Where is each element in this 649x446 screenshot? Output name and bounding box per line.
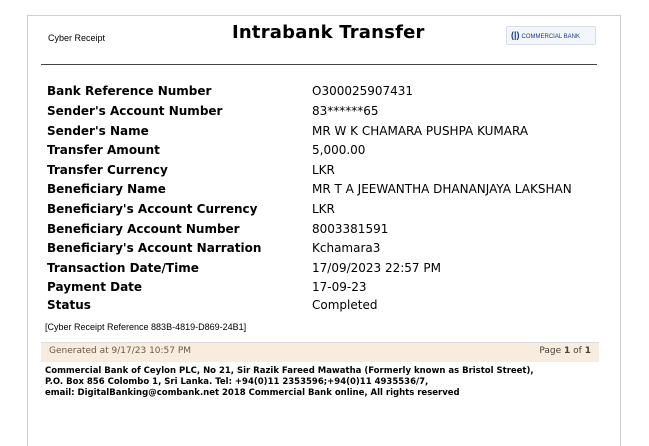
- field-value: 17-09-23: [312, 280, 367, 294]
- address-line: email: DigitalBanking@combank.net 2018 Commercial Bank online, All rights reserved: [45, 388, 460, 398]
- page-title: Intrabank Transfer: [232, 22, 425, 43]
- field-row-beneficiary-name: [47, 182, 607, 202]
- field-value: Kchamara3: [312, 241, 381, 255]
- page-of: of: [573, 346, 582, 356]
- field-label: Sender's Account Number: [47, 104, 223, 118]
- page-total: 1: [584, 346, 591, 356]
- field-row-bank-reference: [47, 84, 607, 104]
- field-row-transfer-amount: [47, 143, 607, 163]
- field-label: Beneficiary Name: [47, 182, 166, 196]
- field-value: MR T A JEEWANTHA DHANANJAYA LAKSHAN: [312, 182, 572, 196]
- field-row-transaction-datetime: [47, 261, 607, 281]
- field-row-sender-account: [47, 104, 607, 124]
- page-prefix: Page: [539, 346, 562, 356]
- field-label: Transfer Amount: [47, 143, 160, 157]
- generated-at: Generated at 9/17/23 10:57 PM: [49, 346, 192, 356]
- field-label: Beneficiary Account Number: [47, 222, 240, 236]
- bank-logo-text: COMMERCIAL BANK: [521, 34, 580, 40]
- field-label: Beneficiary's Account Currency: [47, 202, 258, 216]
- field-label: Status: [47, 298, 91, 312]
- field-value: LKR: [312, 202, 335, 216]
- footer-bar: [41, 342, 599, 362]
- status-value: Completed: [312, 298, 378, 312]
- field-row-sender-name: [47, 124, 607, 144]
- field-value: 83******65: [312, 104, 379, 118]
- field-value: 17/09/2023 22:57 PM: [312, 261, 441, 275]
- field-row-beneficiary-currency: [47, 202, 607, 222]
- field-row-status: [47, 298, 607, 318]
- field-value: 5,000.00: [312, 143, 366, 157]
- field-label: Sender's Name: [47, 124, 149, 138]
- address-line: Commercial Bank of Ceylon PLC, No 21, Sir Razik Fareed Mawatha (Formerly known as Bristol Street),: [45, 366, 534, 376]
- field-row-beneficiary-narration: [47, 241, 607, 261]
- cyber-receipt-label: Cyber Receipt: [48, 33, 106, 43]
- field-row-transfer-currency: [47, 163, 607, 183]
- bank-address: [45, 366, 605, 399]
- field-label: Bank Reference Number: [47, 84, 212, 98]
- field-label: Beneficiary's Account Narration: [47, 241, 262, 255]
- field-label: Payment Date: [47, 280, 143, 294]
- header-divider: [41, 64, 597, 65]
- field-label: Transfer Currency: [47, 163, 168, 177]
- address-line: P.O. Box 856 Colombo 1, Sri Lanka. Tel: +94(0)11 2353596;+94(0)11 4935536/7,: [45, 377, 429, 387]
- field-row-payment-date: [47, 280, 607, 300]
- field-value: 8003381591: [312, 222, 389, 236]
- field-value: O300025907431: [312, 84, 414, 98]
- page-current: 1: [564, 346, 571, 356]
- cyber-receipt-reference: [Cyber Receipt Reference 883B-4819-D869-24B1]: [45, 322, 247, 332]
- page-indicator: [539, 346, 591, 356]
- field-row-beneficiary-account: [47, 222, 607, 242]
- field-label: Transaction Date/Time: [47, 261, 199, 275]
- field-value: MR W K CHAMARA PUSHPA KUMARA: [312, 124, 529, 138]
- field-value: LKR: [312, 163, 335, 177]
- commercial-bank-logo-icon: (|): [511, 30, 520, 40]
- bank-logo: [506, 26, 596, 45]
